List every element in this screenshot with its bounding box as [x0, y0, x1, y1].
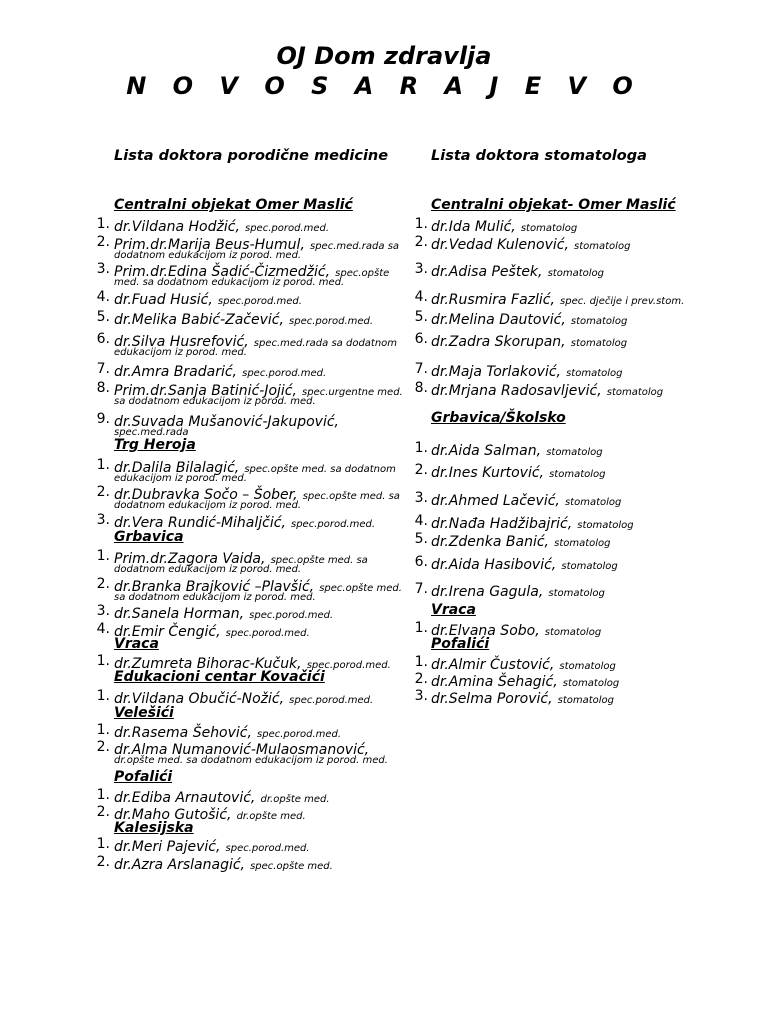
section-title: Velešići — [114, 705, 174, 721]
doctor-name: dr.Dubravka Sočo – Šober, — [114, 487, 298, 503]
doctor-name: dr.Rusmira Fazlić, — [431, 292, 555, 308]
doctor-name: dr.Meri Pajević, — [114, 839, 221, 855]
doctor-specialty: spec.porod.med. — [257, 729, 342, 740]
doctor-name: dr.Vedad Kulenović, — [431, 237, 569, 253]
doctor-specialty: stomatolog — [562, 678, 620, 689]
doctor-name: dr.Azra Arslanagić, — [114, 857, 245, 873]
doctor-specialty: stomatolog — [559, 661, 616, 672]
list-number: 2. — [414, 671, 428, 687]
list-number: 4. — [414, 289, 428, 305]
doctor-name: dr.Irena Gagula, — [431, 584, 544, 600]
doctor-specialty: spec.opšte med. sa — [270, 555, 368, 566]
list-number: 3. — [96, 261, 110, 277]
doctor-entry — [431, 531, 611, 550]
section-title: Trg Heroja — [114, 437, 196, 453]
dentistry-heading: Lista doktora stomatologa — [431, 148, 647, 164]
doctor-specialty-continued: dodatnom edukacijom iz porod. med. — [114, 500, 302, 511]
doctor-specialty: stomatolog — [547, 268, 604, 279]
doctor-specialty: stomatolog — [557, 695, 615, 706]
doctor-specialty: stomatolog — [554, 538, 611, 549]
list-number: 6. — [96, 331, 110, 347]
doctor-name: dr.Elvana Sobo, — [431, 623, 540, 639]
list-number: 1. — [96, 457, 110, 473]
doctor-specialty: spec.porod.med. — [217, 296, 302, 307]
list-number: 1. — [96, 548, 110, 564]
section-title: Pofalići — [431, 636, 490, 652]
list-number: 8. — [96, 380, 110, 396]
doctor-entry — [114, 603, 333, 622]
doctor-name: dr.Melika Babić-Začević, — [114, 312, 284, 328]
doctor-name: dr.Melina Dautović, — [431, 312, 566, 328]
doctor-specialty: spec.porod.med. — [225, 843, 310, 854]
list-number: 2. — [414, 234, 428, 250]
doctor-specialty-continued: edukacijom iz porod. med. — [114, 473, 247, 484]
doctor-specialty: spec.porod.med. — [289, 695, 374, 706]
doctor-specialty: stomatolog — [544, 627, 602, 638]
doctor-name: dr.Maho Gutošić, — [114, 807, 232, 823]
list-number: 3. — [414, 261, 428, 277]
doctor-specialty: stomatolog — [520, 223, 578, 234]
doctor-specialty: spec.med.rada sa dodatnom — [253, 338, 398, 349]
doctor-specialty: stomatolog — [548, 588, 605, 599]
list-number: 1. — [96, 787, 110, 803]
doctor-entry — [431, 581, 605, 600]
doctor-name: dr.Ines Kurtović, — [431, 465, 544, 481]
doctor-specialty: stomatolog — [566, 368, 623, 379]
list-number: 2. — [96, 576, 110, 592]
document-title: OJ Dom zdravlja — [276, 42, 492, 70]
doctor-specialty: spec.opšte med. sa dodatnom — [244, 464, 396, 475]
list-number: 1. — [414, 654, 428, 670]
section-title: Grbavica/Školsko — [431, 410, 566, 426]
doctor-specialty: spec.porod.med. — [289, 316, 374, 327]
doctor-specialty: stomatolog — [549, 469, 606, 480]
doctor-entry — [431, 309, 627, 328]
doctor-entry — [114, 854, 333, 873]
list-number: 4. — [414, 513, 428, 529]
doctor-entry — [431, 216, 577, 235]
list-number: 1. — [96, 216, 110, 232]
doctor-name: dr.Selma Porović, — [431, 691, 553, 707]
list-number: 2. — [414, 462, 428, 478]
doctor-specialty: spec.porod.med. — [306, 660, 391, 671]
doctor-specialty: stomatolog — [570, 338, 628, 349]
doctor-name: dr.Rasema Šehović, — [114, 725, 252, 741]
doctor-entry — [431, 462, 605, 481]
section-title: Vraca — [431, 602, 476, 618]
doctor-name: dr.Suvada Mušanović-Jakupović, — [114, 414, 339, 430]
doctor-entry — [431, 261, 604, 280]
doctor-name: Prim.dr.Edina Šadić-Čizmedžić, — [114, 264, 331, 280]
doctor-entry — [431, 513, 634, 532]
doctor-specialty-continued: spec.med.rada — [114, 427, 189, 438]
list-number: 2. — [96, 854, 110, 870]
document-subtitle: N O V O S A R A J E V O — [126, 72, 642, 100]
list-number: 1. — [96, 722, 110, 738]
list-number: 4. — [96, 621, 110, 637]
doctor-entry — [431, 688, 614, 707]
doctor-specialty: dr.opšte med. — [236, 811, 306, 822]
doctor-entry — [431, 440, 603, 459]
doctor-entry — [114, 289, 302, 308]
doctor-specialty: stomatolog — [561, 561, 618, 572]
doctor-name: dr.Fuad Husić, — [114, 292, 213, 308]
doctor-name: Prim.dr.Zagora Vaida, — [114, 551, 266, 567]
doctor-name: dr.Aida Hasibović, — [431, 557, 557, 573]
section-title: Kalesijska — [114, 820, 194, 836]
doctor-specialty-continued: med. sa dodatnom edukacijom iz porod. med. — [114, 277, 345, 288]
doctor-specialty: spec.porod.med. — [242, 368, 327, 379]
doctor-name: dr.Aida Salman, — [431, 443, 542, 459]
list-number: 6. — [414, 331, 428, 347]
doctor-specialty: spec.porod.med. — [291, 519, 376, 530]
doctor-name: dr.Emir Čengić, — [114, 624, 221, 640]
doctor-name: dr.Amina Šehagić, — [431, 674, 558, 690]
doctor-name: dr.Zdenka Banić, — [431, 534, 550, 550]
doctor-name: dr.Almir Čustović, — [431, 657, 555, 673]
list-number: 5. — [96, 309, 110, 325]
list-number: 3. — [414, 490, 428, 506]
list-number: 5. — [414, 309, 428, 325]
doctor-name: dr.Vildana Obučić-Nožić, — [114, 691, 285, 707]
doctor-name: dr.Vera Rundić-Mihaljčić, — [114, 515, 286, 531]
list-number: 4. — [96, 289, 110, 305]
doctor-specialty: stomatolog — [574, 241, 631, 252]
doctor-entry — [431, 331, 627, 350]
doctor-specialty-continued: dr.opšte med. sa dodatnom edukacijom iz porod. med. — [114, 755, 388, 766]
list-number: 3. — [96, 603, 110, 619]
doctor-name: dr.Amra Bradarić, — [114, 364, 238, 380]
doctor-name: dr.Silva Husrefović, — [114, 334, 249, 350]
section-title: Vraca — [114, 636, 159, 652]
doctor-name: dr.Alma Numanović-Mulaosmanović, — [114, 742, 370, 758]
doctor-name: dr.Maja Torlaković, — [431, 364, 561, 380]
doctor-name: dr.Ediba Arnautović, — [114, 790, 256, 806]
doctor-entry — [431, 234, 630, 253]
doctor-name: dr.Mrjana Radosavljević, — [431, 383, 602, 399]
list-number: 1. — [414, 620, 428, 636]
doctor-specialty-continued: edukacijom iz porod. med. — [114, 347, 247, 358]
doctor-specialty: stomatolog — [577, 520, 634, 531]
doctor-specialty: spec.med.rada sa — [310, 241, 400, 252]
doctor-specialty: stomatolog — [564, 497, 622, 508]
list-number: 3. — [96, 512, 110, 528]
list-number: 1. — [414, 216, 428, 232]
doctor-specialty: spec.opšte med. sa — [302, 491, 400, 502]
section-title: Pofalići — [114, 769, 173, 785]
doctor-name: dr.Ida Mulić, — [431, 219, 516, 235]
section-title: Edukacioni centar Kovačići — [114, 669, 325, 685]
doctor-entry — [114, 361, 326, 380]
doctor-specialty: spec.opšte med. — [319, 583, 402, 594]
doctor-specialty: spec.porod.med. — [245, 223, 330, 234]
doctor-entry — [431, 380, 663, 399]
doctor-specialty: stomatolog — [570, 316, 628, 327]
doctor-specialty-continued: sa dodatnom edukacijom iz porod. med. — [114, 592, 316, 603]
list-number: 5. — [414, 531, 428, 547]
doctor-name: dr.Branka Brajković –Plavšić, — [114, 579, 315, 595]
doctor-entry — [431, 490, 621, 509]
doctor-entry — [431, 554, 618, 573]
doctor-specialty: stomatolog — [606, 387, 664, 398]
list-number: 1. — [96, 653, 110, 669]
section-title: Grbavica — [114, 529, 184, 545]
list-number: 1. — [96, 688, 110, 704]
list-number: 7. — [96, 361, 110, 377]
doctor-specialty-continued: dodatnom edukacijom iz porod. med. — [114, 250, 302, 261]
doctor-name: Prim.dr.Marija Beus-Humul, — [114, 237, 305, 253]
doctor-specialty-continued: sa dodatnom edukacijom iz porod. med. — [114, 396, 316, 407]
list-number: 2. — [96, 234, 110, 250]
doctor-name: dr.Dalila Bilalagić, — [114, 460, 240, 476]
doctor-name: dr.Vildana Hodžić, — [114, 219, 240, 235]
doctor-specialty: spec.opšte med. — [250, 861, 333, 872]
family-medicine-heading: Lista doktora porodične medicine — [114, 148, 389, 164]
list-number: 3. — [414, 688, 428, 704]
doctor-specialty: spec. dječije i prev.stom. — [560, 296, 685, 307]
list-number: 2. — [96, 484, 110, 500]
doctor-name: dr.Nađa Hadžibajrić, — [431, 516, 573, 532]
list-number: 1. — [96, 836, 110, 852]
list-number: 7. — [414, 361, 428, 377]
list-number: 9. — [96, 411, 110, 427]
list-number: 2. — [96, 804, 110, 820]
doctor-specialty: spec.opšte — [335, 268, 390, 279]
doctor-specialty: spec.urgentne med. — [302, 387, 403, 398]
list-number: 6. — [414, 554, 428, 570]
doctor-specialty: spec.porod.med. — [225, 628, 310, 639]
doctor-specialty: dr.opšte med. — [260, 794, 330, 805]
doctor-entry — [431, 289, 684, 308]
doctor-name: dr.Zumreta Bihorac-Kučuk, — [114, 656, 302, 672]
doctor-name: Prim.dr.Sanja Batinić-Jojić, — [114, 383, 297, 399]
list-number: 8. — [414, 380, 428, 396]
doctor-name: dr.Sanela Horman, — [114, 606, 245, 622]
list-number: 2. — [96, 739, 110, 755]
doctor-name: dr.Zadra Skorupan, — [431, 334, 566, 350]
list-number: 7. — [414, 581, 428, 597]
list-number: 1. — [414, 440, 428, 456]
doctor-entry — [431, 361, 623, 380]
doctor-entry — [114, 309, 373, 328]
section-title: Centralni objekat- Omer Maslić — [431, 197, 676, 213]
doctor-name: dr.Ahmed Lačević, — [431, 493, 560, 509]
doctor-entry — [114, 836, 310, 855]
doctor-name: dr.Adisa Peštek, — [431, 264, 543, 280]
doctor-entry — [114, 216, 329, 235]
doctor-specialty-continued: dodatnom edukacijom iz porod. med. — [114, 564, 302, 575]
doctor-specialty: spec.porod.med. — [249, 610, 334, 621]
doctor-specialty: stomatolog — [546, 447, 603, 458]
section-title: Centralni objekat Omer Maslić — [114, 197, 353, 213]
